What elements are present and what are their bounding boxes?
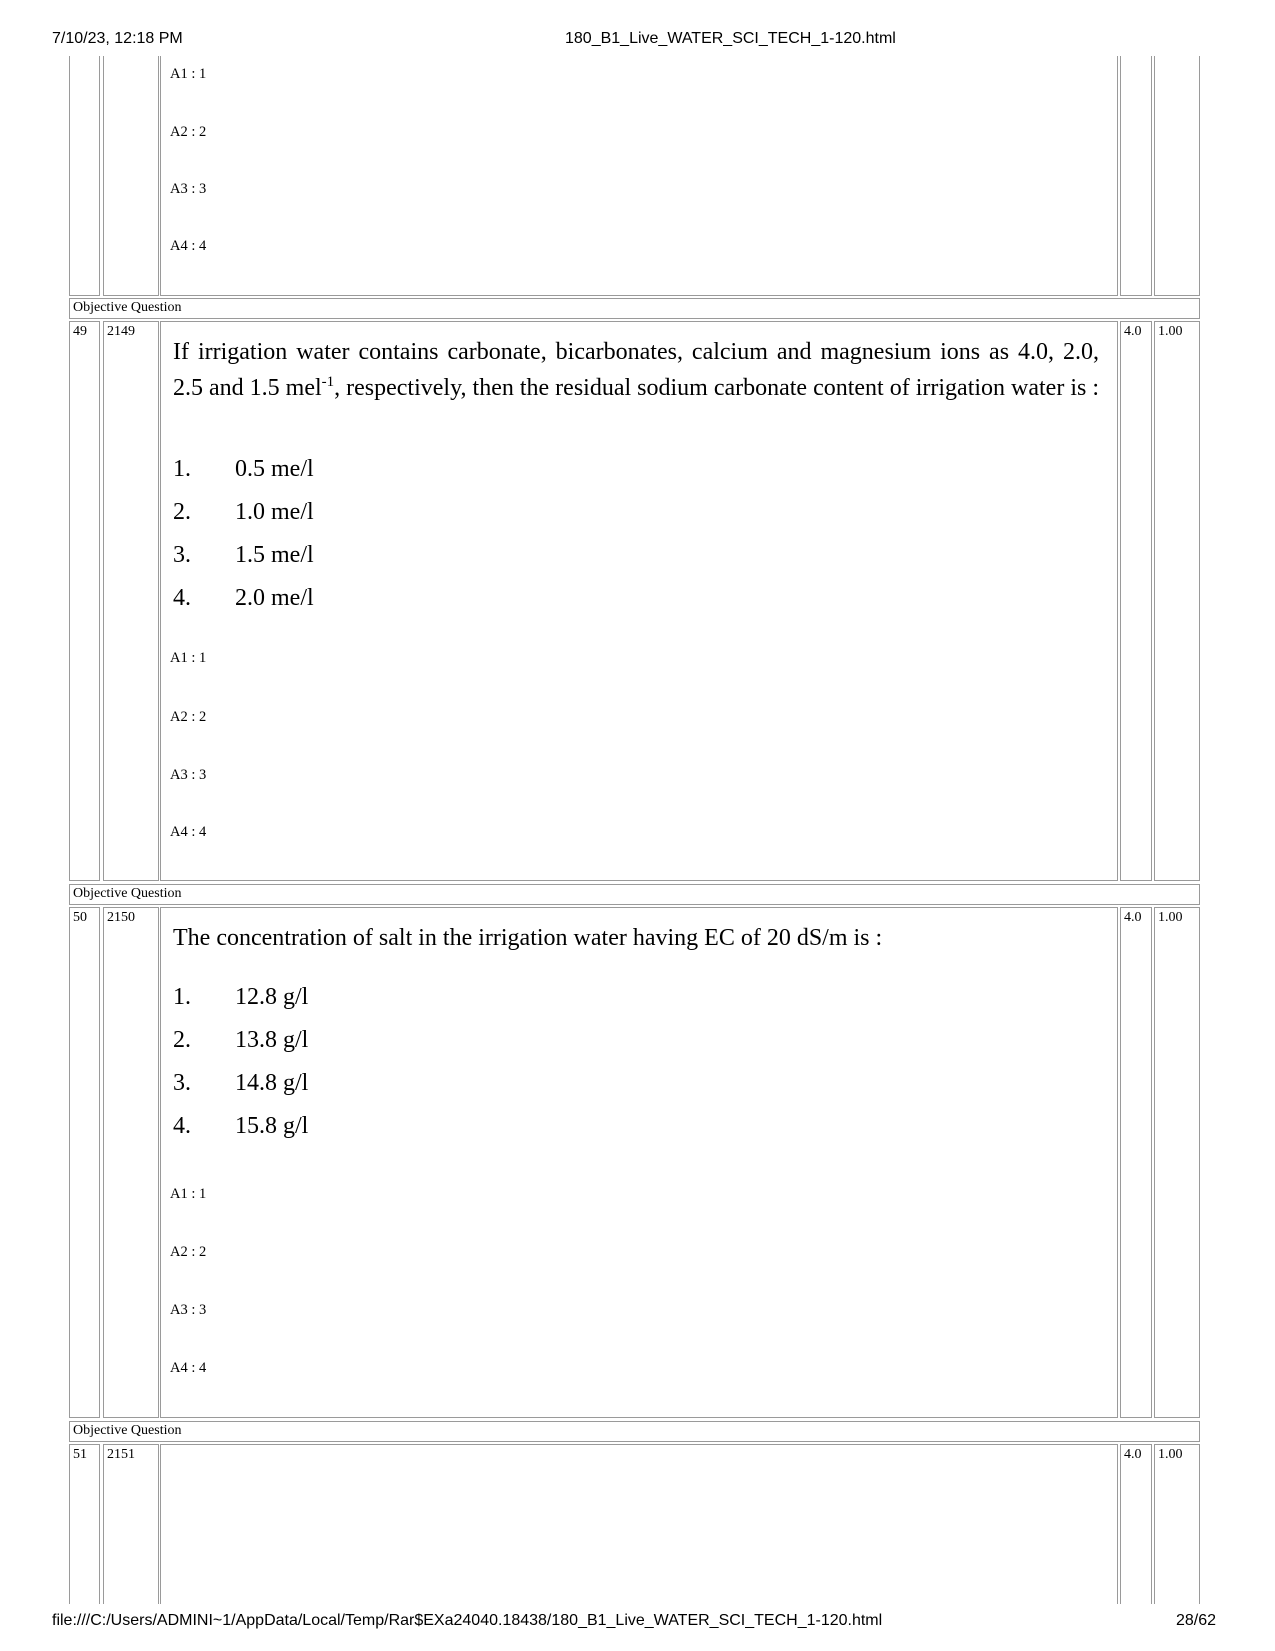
question-text: If irrigation water contains carbonate, bicarbonates, calcium and magnesium ions as 4.0, 2.0, 2.5 and 1.5 mel$^{-1}$, respectively, then the residual sodium carbonate content of irrigation water is : bbox=[173, 339, 1099, 401]
answer-option: A4 : 4 bbox=[170, 1360, 207, 1376]
question-text: The concentration of salt in the irrigation water having EC of 20 dS/m is : bbox=[173, 925, 883, 951]
marks-value: 4.0 bbox=[1124, 324, 1142, 339]
section-label-row bbox=[69, 1421, 1200, 1442]
marks-value: 4.0 bbox=[1124, 1447, 1142, 1462]
negative-marks-value: 1.00 bbox=[1158, 1447, 1183, 1462]
prev-marks-cell bbox=[1120, 56, 1152, 296]
negative-marks-value: 1.00 bbox=[1158, 910, 1183, 925]
option-item: 2. 1.0 me/l bbox=[173, 499, 314, 525]
answer-option: A3 : 3 bbox=[170, 181, 207, 197]
section-label: Objective Question bbox=[73, 300, 182, 315]
question-id-cell bbox=[103, 321, 159, 881]
option-item: 3. 1.5 me/l bbox=[173, 542, 314, 568]
answer-option: A1 : 1 bbox=[170, 650, 207, 666]
marks-cell bbox=[1120, 321, 1152, 881]
negative-marks-cell bbox=[1154, 907, 1200, 1418]
marks-cell bbox=[1120, 1444, 1152, 1604]
section-label-row bbox=[69, 884, 1200, 905]
option-item: 4. 15.8 g/l bbox=[173, 1113, 309, 1139]
question-number: 49 bbox=[73, 324, 87, 339]
option-item: 2. 13.8 g/l bbox=[173, 1027, 309, 1053]
marks-value: 4.0 bbox=[1124, 910, 1142, 925]
question-id: 2150 bbox=[107, 910, 135, 925]
question-content-cell bbox=[160, 907, 1118, 1418]
prev-sno-cell bbox=[69, 56, 100, 296]
answer-option: A4 : 4 bbox=[170, 238, 207, 254]
section-label-row bbox=[69, 298, 1200, 319]
option-item: 1. 0.5 me/l bbox=[173, 456, 314, 482]
answer-option: A3 : 3 bbox=[170, 767, 207, 783]
answer-option: A2 : 2 bbox=[170, 709, 207, 725]
section-label: Objective Question bbox=[73, 886, 182, 901]
question-number: 51 bbox=[73, 1447, 87, 1462]
answer-option: A1 : 1 bbox=[170, 66, 207, 82]
question-id: 2151 bbox=[107, 1447, 135, 1462]
print-file-path: file:///C:/Users/ADMINI~1/AppData/Local/Temp/Rar$EXa24040.18438/180_B1_Live_WATER_SCI_TECH_1-120.html bbox=[52, 1612, 883, 1629]
option-item: 1. 12.8 g/l bbox=[173, 984, 309, 1010]
option-item: 4. 2.0 me/l bbox=[173, 585, 314, 611]
question-sno-cell bbox=[69, 1444, 100, 1604]
prev-qid-cell bbox=[103, 56, 159, 296]
print-title: 180_B1_Live_WATER_SCI_TECH_1-120.html bbox=[565, 30, 896, 47]
marks-cell bbox=[1120, 907, 1152, 1418]
answer-option: A3 : 3 bbox=[170, 1302, 207, 1318]
negative-marks-cell bbox=[1154, 1444, 1200, 1604]
question-content-cell bbox=[160, 321, 1118, 881]
answer-option: A2 : 2 bbox=[170, 124, 207, 140]
question-id-cell bbox=[103, 907, 159, 1418]
question-sno-cell bbox=[69, 907, 100, 1418]
answer-option: A2 : 2 bbox=[170, 1244, 207, 1260]
prev-content-cell bbox=[160, 56, 1118, 296]
negative-marks-value: 1.00 bbox=[1158, 324, 1183, 339]
print-datetime: 7/10/23, 12:18 PM bbox=[52, 30, 183, 47]
question-id-cell bbox=[103, 1444, 159, 1604]
section-label: Objective Question bbox=[73, 1423, 182, 1438]
question-number: 50 bbox=[73, 910, 87, 925]
option-item: 3. 14.8 g/l bbox=[173, 1070, 309, 1096]
print-page-number: 28/62 bbox=[1176, 1612, 1217, 1629]
answer-option: A4 : 4 bbox=[170, 824, 207, 840]
question-sno-cell bbox=[69, 321, 100, 881]
question-id: 2149 bbox=[107, 324, 135, 339]
negative-marks-cell bbox=[1154, 321, 1200, 881]
prev-negative-cell bbox=[1154, 56, 1200, 296]
answer-option: A1 : 1 bbox=[170, 1186, 207, 1202]
question-content-cell bbox=[160, 1444, 1118, 1604]
